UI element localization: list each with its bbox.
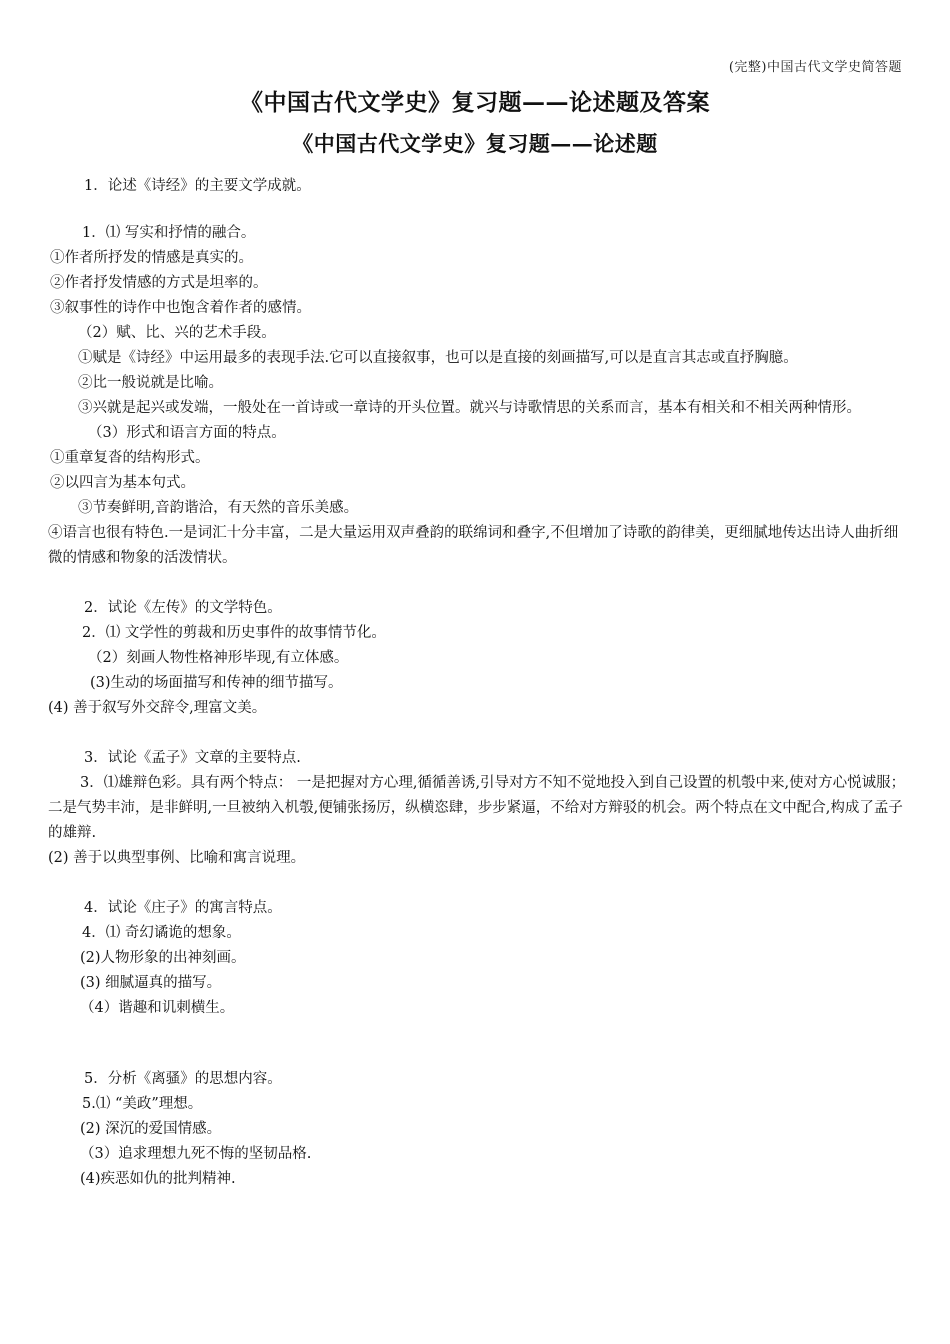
answer-1-line: ②以四言为基本句式。 — [50, 475, 195, 491]
answer-1-line: ①重章复沓的结构形式。 — [50, 450, 210, 466]
answer-5-line: 5.⑴ “美政”理想。 — [82, 1096, 203, 1112]
answer-3-line: (2) 善于以典型事例、比喻和寓言说理。 — [48, 850, 306, 866]
answer-2-line: （2）刻画人物性格神形毕现,有立体感。 — [88, 650, 349, 666]
answer-5-line: (4)疾恶如仇的批判精神. — [80, 1171, 236, 1187]
answer-1-line: 1．⑴ 写实和抒情的融合。 — [82, 225, 256, 241]
answer-2-line: 2．⑴ 文学性的剪裁和历史事件的故事情节化。 — [82, 625, 386, 641]
answer-1-line: ①作者所抒发的情感是真实的。 — [50, 250, 253, 266]
answer-1-line: ④语言也很有特色.一是词汇十分丰富，二是大量运用双声叠韵的联绵词和叠字,不但增加了诗歌的韵律美，更细腻地传达出诗人曲折细微的情感和物象的活泼情状。 — [48, 525, 899, 566]
header-note: (完整)中国古代文学史简答题 — [728, 60, 902, 75]
question-3: 3．试论《孟子》文章的主要特点. — [84, 750, 301, 766]
question-1: 1．论述《诗经》的主要文学成就。 — [84, 178, 311, 194]
answer-5-line: (2) 深沉的爱国情感。 — [80, 1121, 222, 1137]
question-5: 5．分析《离骚》的思想内容。 — [84, 1071, 282, 1087]
answer-1-line: ③节奏鲜明,音韵谐洽，有天然的音乐美感。 — [78, 500, 359, 516]
answer-4-line: （4）谐趣和讥刺横生。 — [80, 1000, 235, 1016]
answer-1-line: ②比一般说就是比喻。 — [78, 375, 223, 391]
answer-4-line: (3) 细腻逼真的描写。 — [80, 975, 222, 991]
answer-4-line: 4．⑴ 奇幻谲诡的想象。 — [82, 925, 241, 941]
answer-1-line: （3）形式和语言方面的特点。 — [88, 425, 286, 441]
answer-1-line: （2）赋、比、兴的艺术手段。 — [78, 325, 276, 341]
question-4: 4．试论《庄子》的寓言特点。 — [84, 900, 282, 916]
answer-2-line: (3)生动的场面描写和传神的细节描写。 — [90, 675, 343, 691]
answer-5-line: （3）追求理想九死不悔的坚韧品格. — [80, 1146, 312, 1162]
answer-3-line: 3．⑴雄辩色彩。具有两个特点： 一是把握对方心理,循循善诱,引导对方不知不觉地投入到自己设置的机彀中来,使对方心悦诚服；二是气势丰沛，是非鲜明,一旦被纳入机彀,便铺张扬厉，纵横恣肆，步步紧逼，不给对方辩驳的机会。两个特点在文中配合,构成了孟子的雄辩. — [48, 775, 906, 841]
answer-2-line: (4) 善于叙写外交辞令,理富文美。 — [48, 700, 267, 716]
answer-1-line: ②作者抒发情感的方式是坦率的。 — [50, 275, 268, 291]
main-title: 《中国古代文学史》复习题——论述题及答案 — [240, 89, 710, 116]
answer-1-line: ③叙事性的诗作中也饱含着作者的感情。 — [50, 300, 311, 316]
answer-4-line: (2)人物形象的出神刻画。 — [80, 950, 246, 966]
answer-1-line: ①赋是《诗经》中运用最多的表现手法.它可以直接叙事，也可以是直接的刻画描写,可以是直言其志或直抒胸臆。 — [78, 350, 798, 366]
sub-title: 《中国古代文学史》复习题——论述题 — [292, 131, 658, 156]
document-body — [48, 174, 908, 1192]
answer-1-line: ③兴就是起兴或发端，一般处在一首诗或一章诗的开头位置。就兴与诗歌情思的关系而言，基本有相关和不相关两种情形。 — [78, 400, 861, 416]
question-2: 2．试论《左传》的文学特色。 — [84, 600, 282, 616]
